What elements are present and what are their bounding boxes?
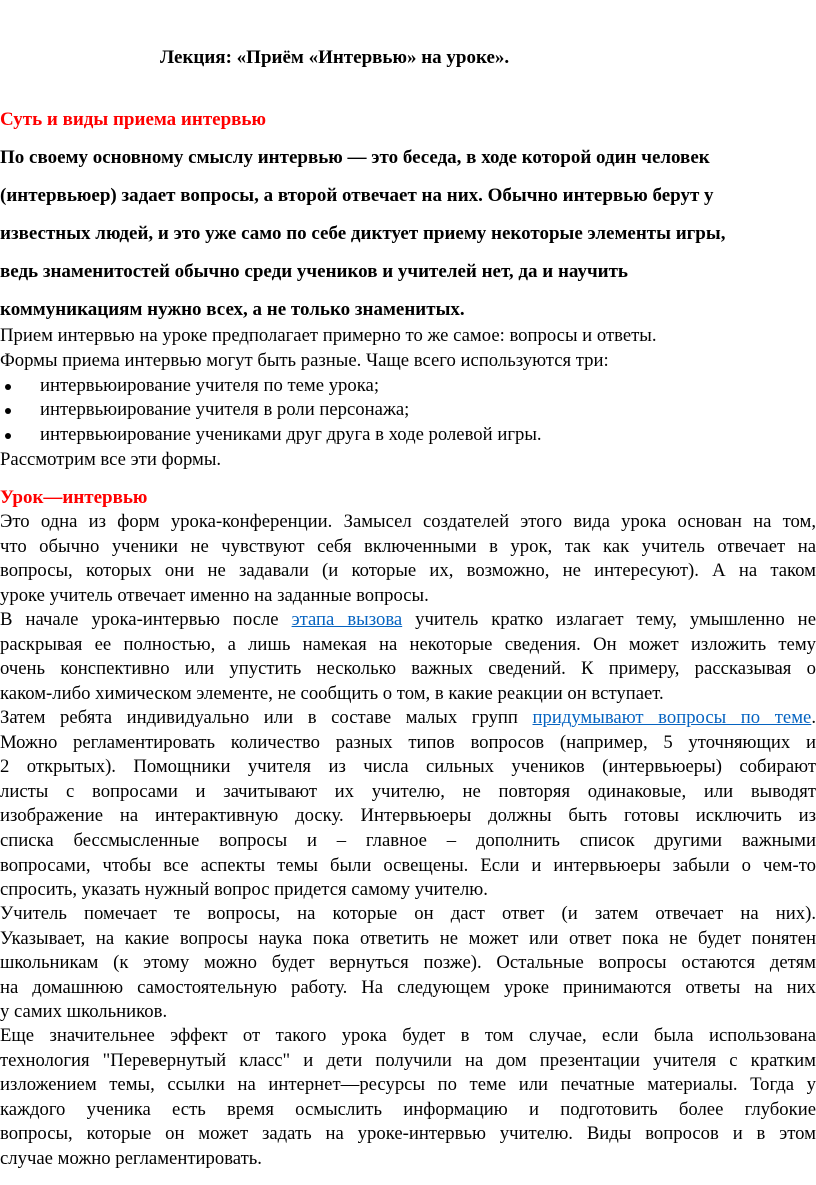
text-line: очень конспективно или упустить несколько важных сведений. К примеру, рассказывая о [0,658,816,680]
text-line: Указывает, на какие вопросы наука пока ответить не может или ответ пока не будет понятен [0,927,816,949]
text-line: Это одна из форм урока-конференции. Замысел создателей этого вида урока основан на том, [0,511,816,532]
text-line [0,706,816,731]
text-line: у самих школьников. [0,1001,168,1023]
paragraph-4 [0,902,816,1025]
text-line: Можно регламентировать количество разных типов вопросов (например, 5 уточняющих и [0,731,816,753]
text-line: вопросы, которые он может задать на уроке-интервью учителю. Виды вопросов и в этом [0,1123,816,1145]
text-line: школьникам (к этому можно будет вернуться позже). Остальные вопросы остаются детям [0,952,816,974]
text-line: Прием интервью на уроке предполагает примерно то же самое: вопросы и ответы. [0,325,657,346]
text-line: 2 открытых). Помощники учителя из числа сильных учеников (интервьюеры) собирают [0,756,816,778]
list-item-text: интервьюирование учениками друг друга в ходе ролевой игры. [40,424,542,445]
text-line: Учитель помечает те вопросы, на которые он даст ответ (и затем отвечает на них). [0,903,816,924]
text-line: вопросами, чтобы все аспекты темы были освещены. Если и интервьюеры забыли о чем-то [0,854,816,876]
list-item-text: интервьюирование учителя по теме урока; [40,375,380,396]
text-line: уроке учитель отвечает именно на заданные вопросы. [0,584,429,606]
text-run: В начале урока-интервью после [0,609,292,630]
call-stage-link[interactable]: этапа вызова [291,609,403,630]
paragraph-3 [0,706,816,903]
text-line: раскрывая ее полностью, а лишь намекая на некоторые сведения. Он может изложить тему [0,633,816,655]
bullet-icon [5,433,11,439]
text-line: Формы приема интервью могут быть разные. Чаще всего используются три: [0,350,609,371]
section-heading-interview-lesson: Урок—интервью [0,487,148,508]
text-line: вопросы, которых они не задавали (и которые их, возможно, не интересуют). А на таком [0,560,816,582]
text-line: каком-либо химическом элементе, не сообщить о том, в какие реакции он вступает. [0,682,664,704]
page-title: Лекция: «Приём «Интервью» на уроке». [160,47,510,68]
bold-line: известных людей, и это уже само по себе диктует приему некоторые элементы игры, [0,223,726,244]
text-line: списка бессмысленные вопросы и – главное – дополнить список другими важными [0,829,816,851]
text-line: изложением темы, ссылки на интернет—ресурсы по теме или печатные материалы. Тогда у [0,1074,816,1096]
text-line: технология "Перевернутый класс" и дети получили на дом презентации учителя с кратким [0,1049,816,1071]
section-heading-essence: Суть и виды приема интервью [0,109,266,130]
bullet-icon [5,384,11,390]
invent-questions-link[interactable]: придумывают вопросы по теме [532,707,812,728]
text-line [0,608,816,633]
bold-line: коммуникациям нужно всех, а не только знаменитых. [0,299,465,320]
text-line: спросить, указать нужный вопрос придется самому учителю. [0,879,488,901]
bullet-icon [5,408,11,414]
text-run: учитель кратко излагает тему, умышленно не [402,609,816,630]
list-item-text: интервьюирование учителя в роли персонажа; [40,399,410,420]
bold-line: По своему основному смыслу интервью — это беседа, в ходе которой один человек [0,147,710,168]
bold-line: ведь знаменитостей обычно среди учеников и учителей нет, да и научить [0,261,628,282]
text-line: изображение на интерактивную доску. Интервьюеры должны быть готовы исключить из [0,805,816,827]
text-run: Затем ребята индивидуально или в составе малых групп [0,707,533,728]
paragraph-1 [0,510,816,608]
bold-line: (интервьюер) задает вопросы, а второй отвечает на них. Обычно интервью берут у [0,185,714,206]
text-line: Рассмотрим все эти формы. [0,449,222,470]
paragraph-5 [0,1024,816,1172]
text-run: . [811,707,816,728]
text-line: Еще значительнее эффект от такого урока будет в том случае, если была использована [0,1025,816,1046]
text-line: что обычно ученики не чувствуют себя включенными в урок, так как учитель отвечает на [0,535,816,557]
text-line: случае можно регламентировать. [0,1147,262,1169]
text-line: каждого ученика есть время осмыслить информацию и подготовить более глубокие [0,1098,816,1120]
text-line: на домашнюю самостоятельную работу. На следующем уроке принимаются ответы на них [0,976,816,998]
text-line: листы с вопросами и зачитывают их учителю, не повторяя одинаковые, или выводят [0,780,816,802]
paragraph-2 [0,608,816,706]
